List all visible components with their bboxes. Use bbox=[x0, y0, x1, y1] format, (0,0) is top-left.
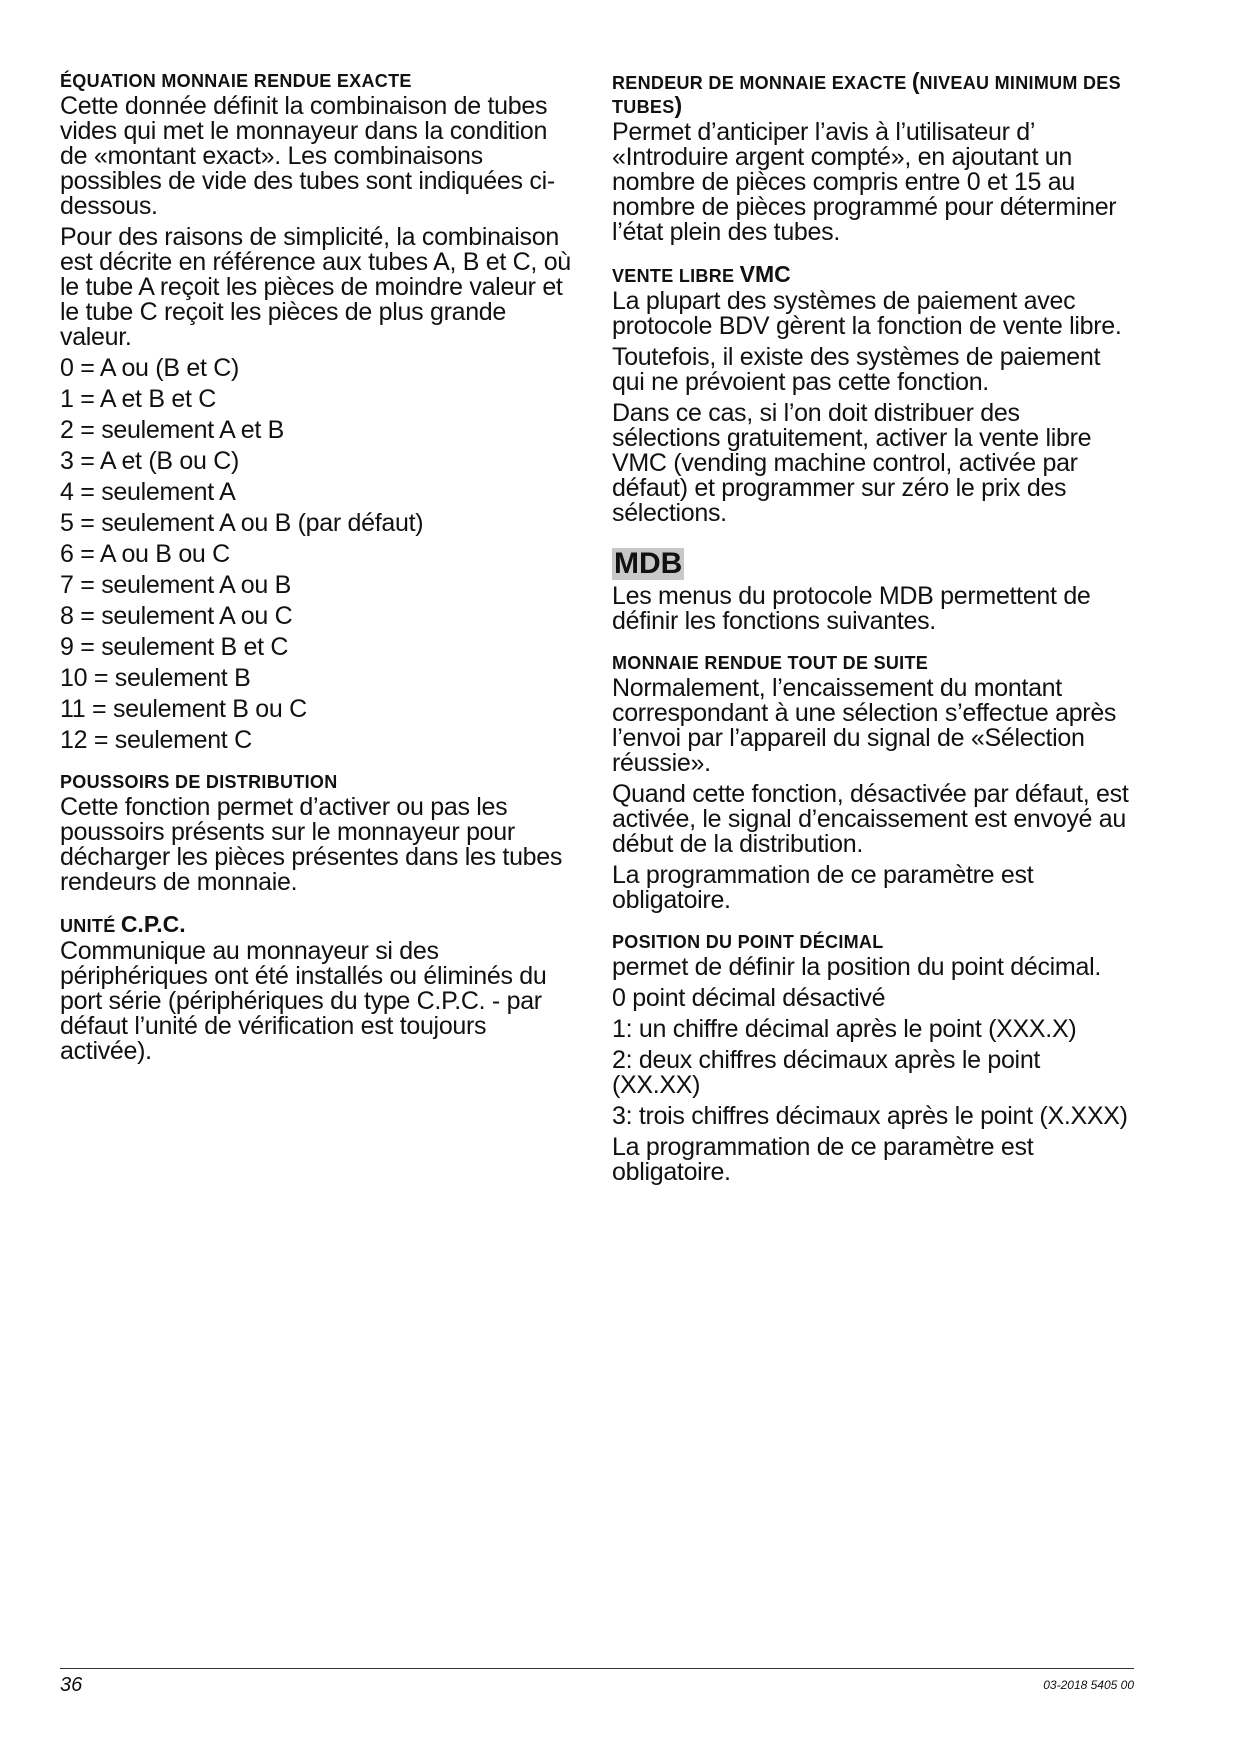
heading-rendeur-monnaie bbox=[612, 70, 1134, 118]
heading-inner-part: NIVEAU MINIMUM DES TUBES bbox=[612, 73, 1121, 117]
paragraph: Toutefois, il existe des systèmes de paiement qui ne prévoient pas cette fonction. bbox=[612, 343, 1101, 396]
paragraph: Dans ce cas, si l’on doit distribuer des sélections gratuitement, activer la vente libre VMC (vending machine control, activée par défaut) et programmer sur zéro le prix des sélections. bbox=[612, 399, 1092, 527]
paragraph: permet de définir la position du point décimal. bbox=[612, 953, 1101, 981]
footer-rule bbox=[60, 1668, 1134, 1669]
option-text: 3: trois chiffres décimaux après le point (X.XXX) bbox=[612, 1102, 1128, 1130]
combination-list bbox=[60, 356, 580, 753]
list-item: 8 = seulement A ou C bbox=[60, 602, 293, 630]
paragraph: Les menus du protocole MDB permettent de définir les fonctions suivantes. bbox=[612, 582, 1091, 635]
list-item: 7 = seulement A ou B bbox=[60, 571, 291, 599]
list-item: 11 = seulement B ou C bbox=[60, 695, 307, 723]
heading-monnaie-rendue: MONNAIE RENDUE TOUT DE SUITE bbox=[612, 653, 929, 673]
list-item: 9 = seulement B et C bbox=[60, 633, 289, 661]
option-text: 1: un chiffre décimal après le point (XXX.X) bbox=[612, 1015, 1077, 1043]
heading-poussoirs: POUSSOIRS DE DISTRIBUTION bbox=[60, 772, 338, 792]
list-item: 1 = A et B et C bbox=[60, 385, 217, 413]
heading-unite-cpc bbox=[60, 913, 580, 937]
list-item: 5 = seulement A ou B (par défaut) bbox=[60, 509, 424, 537]
heading-position-point: POSITION DU POINT DÉCIMAL bbox=[612, 932, 884, 952]
paragraph: Cette fonction permet d’activer ou pas les poussoirs présents sur le monnayeur pour décharger les pièces présentes dans les tubes rendeurs de monnaie. bbox=[60, 793, 563, 896]
list-item: 4 = seulement A bbox=[60, 478, 236, 506]
paragraph: La programmation de ce paramètre est obligatoire. bbox=[612, 1133, 1034, 1186]
list-item: 6 = A ou B ou C bbox=[60, 540, 230, 568]
right-column bbox=[612, 70, 1134, 1191]
section-title-mdb: MDB bbox=[614, 547, 683, 580]
paragraph: Quand cette fonction, désactivée par défaut, est activée, le signal d’encaissement est envoyé au début de la distribution. bbox=[612, 780, 1129, 858]
heading-vente-libre bbox=[612, 263, 1134, 287]
heading-paren-close: ) bbox=[674, 92, 683, 118]
heading-big-part: VMC bbox=[739, 261, 791, 287]
page-number: 36 bbox=[60, 1674, 83, 1696]
list-item: 12 = seulement C bbox=[60, 726, 252, 754]
list-item: 2 = seulement A et B bbox=[60, 416, 285, 444]
paragraph: Pour des raisons de simplicité, la combinaison est décrite en référence aux tubes A, B et C, où le tube A reçoit les pièces de moindre valeur et le tube C reçoit les pièces de plus grande valeur. bbox=[60, 223, 571, 351]
heading-small-part: UNITÉ bbox=[60, 916, 116, 936]
paragraph: Communique au monnayeur si des périphériques ont été installés ou éliminés du port série (périphériques du type C.P.C. - par défaut l’unité de vérification est toujours activée). bbox=[60, 937, 547, 1065]
list-item: 10 = seulement B bbox=[60, 664, 251, 692]
paragraph: Permet d’anticiper l’avis à l’utilisateur d’ «Introduire argent compté», en ajoutant un nombre de pièces compris entre 0 et 15 au nombre de pièces programmé pour déterminer l’état plein des tubes. bbox=[612, 118, 1117, 246]
paragraph: Normalement, l’encaissement du montant correspondant à une sélection s’effectue après l’envoi par l’appareil du signal de «Sélection réussie». bbox=[612, 674, 1117, 777]
heading-paren-open: ( bbox=[911, 68, 920, 94]
paragraph: La plupart des systèmes de paiement avec protocole BDV gèrent la fonction de vente libre. bbox=[612, 287, 1122, 340]
paragraph: Cette donnée définit la combinaison de tubes vides qui met le monnayeur dans la condition de «montant exact». Les combinaisons possibles de vide des tubes sont indiquées ci-dessous. bbox=[60, 92, 555, 220]
list-item: 3 = A et (B ou C) bbox=[60, 447, 240, 475]
heading-small-part: RENDEUR DE MONNAIE EXACTE bbox=[612, 73, 907, 93]
left-column bbox=[60, 70, 580, 1070]
heading-equation-monnaie: ÉQUATION MONNAIE RENDUE EXACTE bbox=[60, 71, 412, 91]
option-text: 0 point décimal désactivé bbox=[612, 984, 886, 1012]
paragraph: La programmation de ce paramètre est obligatoire. bbox=[612, 861, 1034, 914]
heading-small-part: VENTE LIBRE bbox=[612, 266, 735, 286]
heading-big-part: C.P.C. bbox=[120, 911, 186, 937]
option-text: 2: deux chiffres décimaux après le point (XX.XX) bbox=[612, 1046, 1041, 1099]
document-code: 03-2018 5405 00 bbox=[1043, 1678, 1134, 1692]
list-item: 0 = A ou (B et C) bbox=[60, 354, 240, 382]
